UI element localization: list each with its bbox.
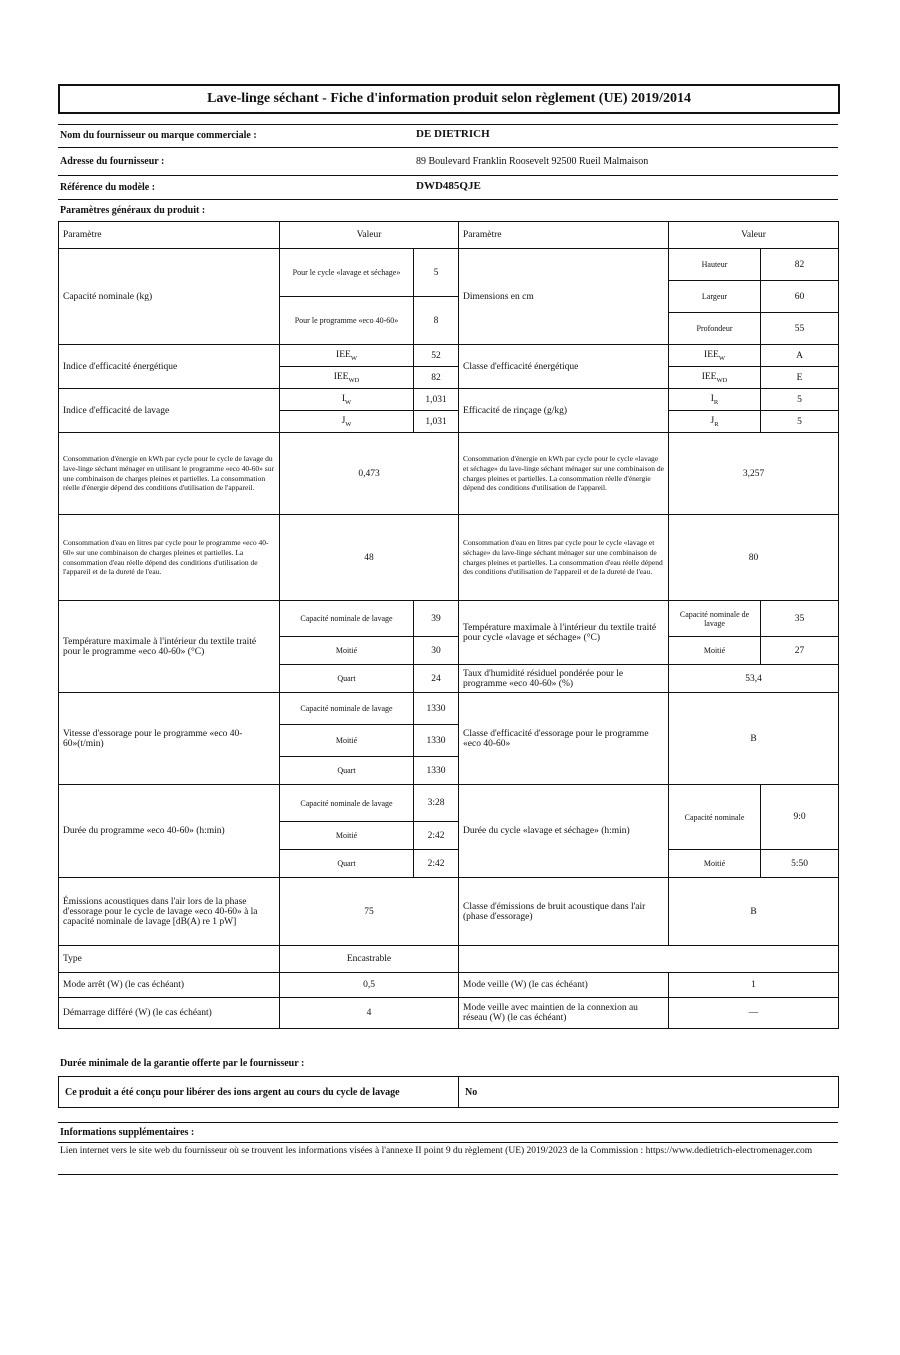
off-mode-value: 0,5 bbox=[280, 973, 459, 998]
temp-quarter-value: 24 bbox=[414, 665, 459, 693]
type-value: Encastrable bbox=[280, 946, 459, 973]
spin-class-value: B bbox=[669, 693, 839, 785]
temp-wd-half-label: Moitié bbox=[669, 637, 761, 665]
duration-quarter-value: 2:42 bbox=[414, 850, 459, 878]
eeiwd-value: 82 bbox=[414, 367, 459, 389]
eeiw-symbol: $IEE_W$ bbox=[669, 345, 761, 367]
eeiw-value: 52 bbox=[414, 345, 459, 367]
supplier-address-value: 89 Boulevard Franklin Roosevelt 92500 Rueil Malmaison bbox=[416, 156, 649, 167]
dimensions-label: Dimensions en cm bbox=[459, 249, 669, 345]
height-value: 82 bbox=[761, 249, 839, 281]
delay-start-label: Démarrage différé (W) (le cas échéant) bbox=[59, 998, 280, 1029]
spin-speed-label: Vitesse d'essorage pour le programme «eco 40-60»(t/min) bbox=[59, 693, 280, 785]
page-title: Lave-linge séchant - Fiche d'information produit selon règlement (UE) 2019/2014 bbox=[58, 84, 840, 114]
duration-wd-rated-value: 9:0 bbox=[761, 785, 839, 850]
spin-class-label: Classe d'efficacité d'essorage pour le programme «eco 40-60» bbox=[459, 693, 669, 785]
capacity-wash-dry-value: 5 bbox=[414, 249, 459, 297]
humidity-label: Taux d'humidité résiduel pondérée pour le programme «eco 40-60» (%) bbox=[459, 665, 669, 693]
energy-consumption-eco-value: 0,473 bbox=[280, 433, 459, 515]
networked-standby-value: — bbox=[669, 998, 839, 1029]
supplier-address-label: Adresse du fournisseur : bbox=[60, 156, 165, 167]
jw-symbol: $J_W$ bbox=[280, 411, 414, 433]
standby-value: 1 bbox=[669, 973, 839, 998]
energy-index-label: Indice d'efficacité énergétique bbox=[59, 345, 280, 389]
divider bbox=[58, 1174, 838, 1175]
capacity-wash-dry-label: Pour le cycle «lavage et séchage» bbox=[280, 249, 414, 297]
spin-quarter-label: Quart bbox=[280, 757, 414, 785]
silver-ions-label: Ce produit a été conçu pour libérer des ions argent au cours du cycle de lavage bbox=[59, 1077, 459, 1108]
header-param: Paramètre bbox=[459, 222, 669, 249]
temp-rated-value: 39 bbox=[414, 601, 459, 637]
duration-quarter-label: Quart bbox=[280, 850, 414, 878]
warranty-label: Durée minimale de la garantie offerte par le fournisseur : bbox=[60, 1058, 305, 1069]
delay-start-value: 4 bbox=[280, 998, 459, 1029]
off-mode-label: Mode arrêt (W) (le cas échéant) bbox=[59, 973, 280, 998]
silver-ions-value: No bbox=[459, 1077, 839, 1108]
temp-quarter-label: Quart bbox=[280, 665, 414, 693]
spin-quarter-value: 1330 bbox=[414, 757, 459, 785]
duration-half-label: Moitié bbox=[280, 822, 414, 850]
spin-rated-value: 1330 bbox=[414, 693, 459, 725]
spin-rated-label: Capacité nominale de lavage bbox=[280, 693, 414, 725]
spin-half-label: Moitié bbox=[280, 725, 414, 757]
energy-class-w-value: A bbox=[761, 345, 839, 367]
empty-cell bbox=[459, 946, 839, 973]
duration-rated-value: 3:28 bbox=[414, 785, 459, 822]
header-value: Valeur bbox=[669, 222, 839, 249]
temp-wd-rated-value: 35 bbox=[761, 601, 839, 637]
jr-symbol: $J_R$ bbox=[669, 411, 761, 433]
energy-class-wd-value: E bbox=[761, 367, 839, 389]
width-label: Largeur bbox=[669, 281, 761, 313]
header-param: Paramètre bbox=[59, 222, 280, 249]
jr-value: 5 bbox=[761, 411, 839, 433]
divider bbox=[58, 199, 838, 200]
iw-symbol: $I_W$ bbox=[280, 389, 414, 411]
noise-label: Émissions acoustiques dans l'air lors de la phase d'essorage pour le cycle de lavage «eco 40-60» à la capacité nominale de lavage [dB(A) re 1 pW] bbox=[59, 878, 280, 946]
model-label: Référence du modèle : bbox=[60, 182, 156, 193]
duration-eco-label: Durée du programme «eco 40-60» (h:min) bbox=[59, 785, 280, 878]
model-value: DWD485QJE bbox=[416, 180, 481, 192]
capacity-eco-label: Pour le programme «eco 40-60» bbox=[280, 297, 414, 345]
standby-label: Mode veille (W) (le cas échéant) bbox=[459, 973, 669, 998]
energy-consumption-wd-label: Consommation d'énergie en kWh par cycle pour le cycle «lavage et séchage» du lave-linge séchant ménager sur une combinaison de charges pleines et partielles. La consommation réelle d'énergie dépend des conditions d'utilisation de l'appareil. bbox=[459, 433, 669, 515]
silver-ions-table bbox=[58, 1076, 839, 1108]
divider bbox=[58, 175, 838, 176]
header-value: Valeur bbox=[280, 222, 459, 249]
divider bbox=[58, 1142, 838, 1143]
energy-consumption-wd-value: 3,257 bbox=[669, 433, 839, 515]
temperature-eco-label: Température maximale à l'intérieur du textile traité pour le programme «eco 40-60» (°C) bbox=[59, 601, 280, 693]
eeiw-symbol: $IEE_W$ bbox=[280, 345, 414, 367]
noise-class-value: B bbox=[669, 878, 839, 946]
duration-wd-label: Durée du cycle «lavage et séchage» (h:min) bbox=[459, 785, 669, 878]
spin-half-value: 1330 bbox=[414, 725, 459, 757]
height-label: Hauteur bbox=[669, 249, 761, 281]
humidity-value: 53,4 bbox=[669, 665, 839, 693]
water-consumption-eco-value: 48 bbox=[280, 515, 459, 601]
duration-wd-half-label: Moitié bbox=[669, 850, 761, 878]
capacity-label: Capacité nominale (kg) bbox=[59, 249, 280, 345]
divider bbox=[58, 124, 838, 125]
ir-value: 5 bbox=[761, 389, 839, 411]
energy-consumption-eco-label: Consommation d'énergie en kWh par cycle pour le cycle de lavage du lave-linge séchant ménager en utilisant le programme «eco 40-60» sur une combinaison de charges pleines et partielles. La consommation réelle d'énergie dépend des conditions d'utilisation de l'appareil. bbox=[59, 433, 280, 515]
temp-rated-label: Capacité nominale de lavage bbox=[280, 601, 414, 637]
divider bbox=[58, 1122, 838, 1123]
duration-wd-rated-label: Capacité nominale bbox=[669, 785, 761, 850]
ir-symbol: $I_R$ bbox=[669, 389, 761, 411]
wash-index-label: Indice d'efficacité de lavage bbox=[59, 389, 280, 433]
width-value: 60 bbox=[761, 281, 839, 313]
supplementary-text: Lien internet vers le site web du fournisseur où se trouvent les informations visées à l'annexe II point 9 du règlement (UE) 2019/2023 de la Commission : https://www.dedietrich-electromenager.com bbox=[60, 1146, 813, 1156]
noise-class-label: Classe d'émissions de bruit acoustique dans l'air (phase d'essorage) bbox=[459, 878, 669, 946]
supplier-name-label: Nom du fournisseur ou marque commerciale : bbox=[60, 130, 257, 141]
eeiwd-symbol: $IEE_{WD}$ bbox=[280, 367, 414, 389]
depth-value: 55 bbox=[761, 313, 839, 345]
energy-class-label: Classe d'efficacité énergétique bbox=[459, 345, 669, 389]
supplementary-label: Informations supplémentaires : bbox=[60, 1127, 195, 1138]
water-consumption-wd-value: 80 bbox=[669, 515, 839, 601]
jw-value: 1,031 bbox=[414, 411, 459, 433]
water-consumption-eco-label: Consommation d'eau en litres par cycle pour le programme «eco 40-60» sur une combinaison de charges pleines et partielles. La consommation d'eau réelle dépend des conditions d'utilisation de l'appareil et de la dureté de l'eau. bbox=[59, 515, 280, 601]
temperature-wd-label: Température maximale à l'intérieur du textile traité pour cycle «lavage et séchage» (°C) bbox=[459, 601, 669, 665]
temp-wd-rated-label: Capacité nominale de lavage bbox=[669, 601, 761, 637]
noise-value: 75 bbox=[280, 878, 459, 946]
capacity-eco-value: 8 bbox=[414, 297, 459, 345]
general-params-label: Paramètres généraux du produit : bbox=[60, 205, 206, 216]
water-consumption-wd-label: Consommation d'eau en litres par cycle pour le cycle «lavage et séchage» du lave-linge séchant ménager sur une combinaison de charges pleines et partielles. La consommation d'eau réelle dépend des conditions d'utilisation de l'appareil et de la dureté de l'eau. bbox=[459, 515, 669, 601]
divider bbox=[58, 147, 838, 148]
duration-wd-half-value: 5:50 bbox=[761, 850, 839, 878]
duration-half-value: 2:42 bbox=[414, 822, 459, 850]
temp-half-label: Moitié bbox=[280, 637, 414, 665]
networked-standby-label: Mode veille avec maintien de la connexion au réseau (W) (le cas échéant) bbox=[459, 998, 669, 1029]
type-label: Type bbox=[59, 946, 280, 973]
depth-label: Profondeur bbox=[669, 313, 761, 345]
iw-value: 1,031 bbox=[414, 389, 459, 411]
temp-wd-half-value: 27 bbox=[761, 637, 839, 665]
rinse-label: Efficacité de rinçage (g/kg) bbox=[459, 389, 669, 433]
supplier-name-value: DE DIETRICH bbox=[416, 128, 490, 140]
product-parameters-table bbox=[58, 221, 839, 1029]
temp-half-value: 30 bbox=[414, 637, 459, 665]
duration-rated-label: Capacité nominale de lavage bbox=[280, 785, 414, 822]
eeiwd-symbol: $IEE_{WD}$ bbox=[669, 367, 761, 389]
